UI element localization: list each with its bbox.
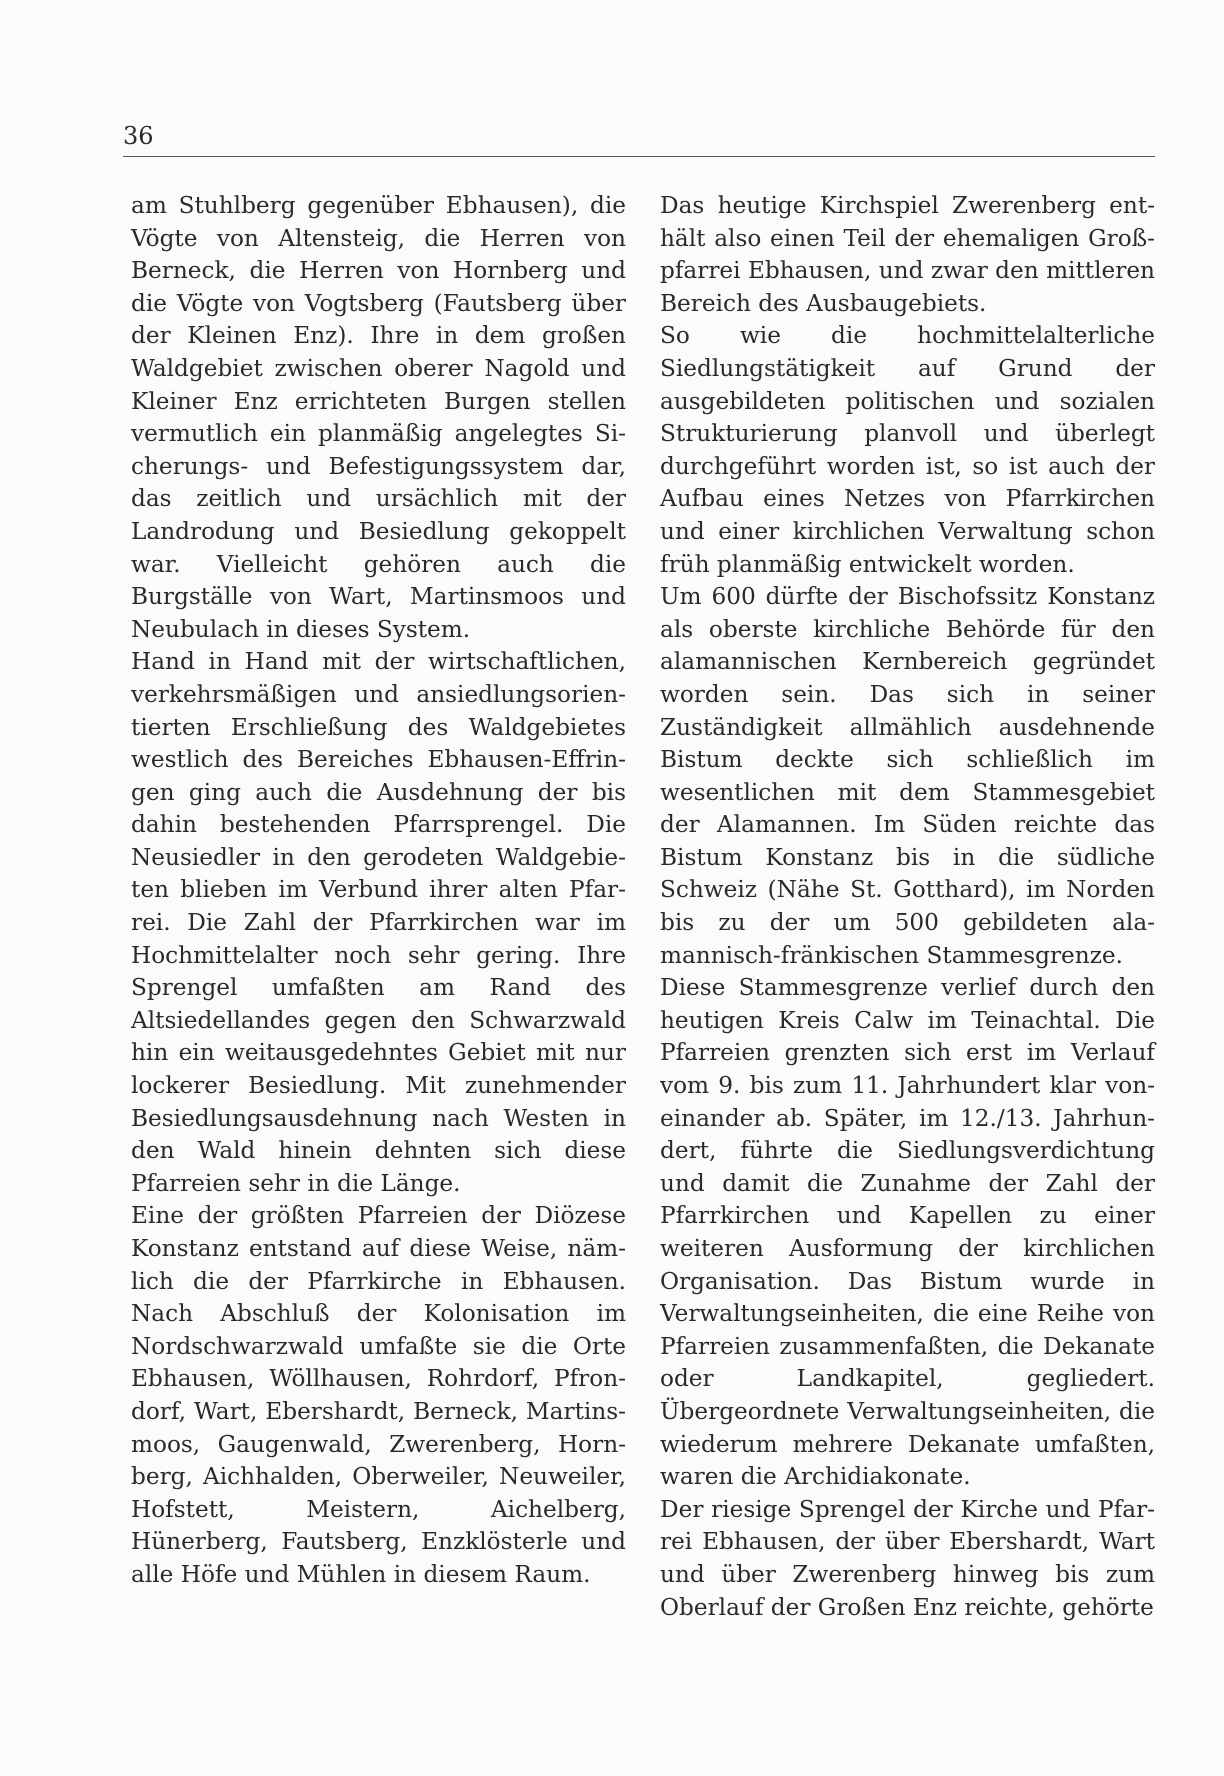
paragraph: Hand in Hand mit der wirtschaftlichen, verkehrsmäßigen und ansiedlungsorientierten Erschließung des Waldgebietes westlich des Bereiches Ebhausen-Effringen ging auch die Ausdehnung der bis dahin bestehenden Pfarrsprengel. Die Neusiedler in den gerodeten Waldgebieten blieben im Verbund ihrer alten Pfarrei. Die Zahl der Pfarrkirchen war im Hochmittelalter noch sehr gering. Ihre Sprengel umfaßten am Rand des Altsiedellandes gegen den Schwarzwald hin ein weitausgedehntes Gebiet mit nur lockerer Besiedlung. Mit zunehmender Besiedlungsausdehnung nach Westen in den Wald hinein dehnten sich diese Pfarreien sehr in die Länge. (131, 648, 626, 1197)
right-column (660, 190, 1155, 1624)
paragraph: Das heutige Kirchspiel Zwerenberg enthält also einen Teil der ehemaligen Großpfarrei Ebhausen, und zwar den mittleren Bereich des Ausbaugebiets. (660, 192, 1155, 317)
page-number: 36 (123, 122, 154, 150)
paragraph: am Stuhlberg gegenüber Ebhausen), die Vögte von Altensteig, die Herren von Berneck, die Herren von Hornberg und die Vögte von Vogtsberg (Fautsberg über der Kleinen Enz). Ihre in dem großen Waldgebiet zwischen oberer Nagold und Kleiner Enz errichteten Burgen stellen vermutlich ein planmäßig angelegtes Sicherungs- und Befestigungssystem dar, das zeitlich und ursächlich mit der Landrodung und Besiedlung gekoppelt war. Vielleicht gehören auch die Burgställe von Wart, Martinsmoos und Neubulach in dieses System. (131, 192, 626, 643)
paragraph: Der riesige Sprengel der Kirche und Pfarrei Ebhausen, der über Ebershardt, Wart und über Zwerenberg hinweg bis zum Oberlauf der Großen Enz reichte, gehörte (660, 1495, 1155, 1621)
left-column (131, 190, 626, 1592)
paragraph: Um 600 dürfte der Bischofssitz Konstanz als oberste kirchliche Behörde für den alamannischen Kernbereich gegründet worden sein. Das sich in seiner Zuständigkeit allmählich ausdehnende Bistum deckte sich schließlich im wesentlichen mit dem Stammesgebiet der Alamannen. Im Süden reichte das Bistum Konstanz bis in die südliche Schweiz (Nähe St. Gotthard), im Norden bis zu der um 500 gebildeten alamannisch-fränkischen Stammesgrenze. (660, 583, 1155, 969)
header-rule (123, 156, 1155, 157)
paragraph: So wie die hochmittelalterliche Siedlungstätigkeit auf Grund der ausgebildeten politischen und sozialen Strukturierung planvoll und überlegt durchgeführt worden ist, so ist auch der Aufbau eines Netzes von Pfarrkirchen und einer kirchlichen Verwaltung schon früh planmäßig entwickelt worden. (660, 322, 1155, 578)
paragraph: Eine der größten Pfarreien der Diözese Konstanz entstand auf diese Weise, nämlich die der Pfarrkirche in Ebhausen. Nach Abschluß der Kolonisation im Nordschwarzwald umfaßte sie die Orte Ebhausen, Wöllhausen, Rohrdorf, Pfrondorf, Wart, Ebershardt, Berneck, Martinsmoos, Gaugenwald, Zwerenberg, Hornberg, Aichhalden, Oberweiler, Neuweiler, Hofstett, Meistern, Aichelberg, Hünerberg, Fautsberg, Enzklösterle und alle Höfe und Mühlen in diesem Raum. (131, 1202, 626, 1588)
paragraph: Diese Stammesgrenze verlief durch den heutigen Kreis Calw im Teinachtal. Die Pfarreien grenzten sich erst im Verlauf vom 9. bis zum 11. Jahrhundert klar voneinander ab. Später, im 12./13. Jahrhundert, führte die Siedlungsverdichtung und damit die Zunahme der Zahl der Pfarrkirchen und Kapellen zu einer weiteren Ausformung der kirchlichen Organisation. Das Bistum wurde in Verwaltungseinheiten, die eine Reihe von Pfarreien zusammenfaßten, die Dekanate oder Landkapitel, gegliedert. Übergeordnete Verwaltungseinheiten, die wiederum mehrere Dekanate umfaßten, waren die Archidiakonate. (660, 974, 1155, 1491)
